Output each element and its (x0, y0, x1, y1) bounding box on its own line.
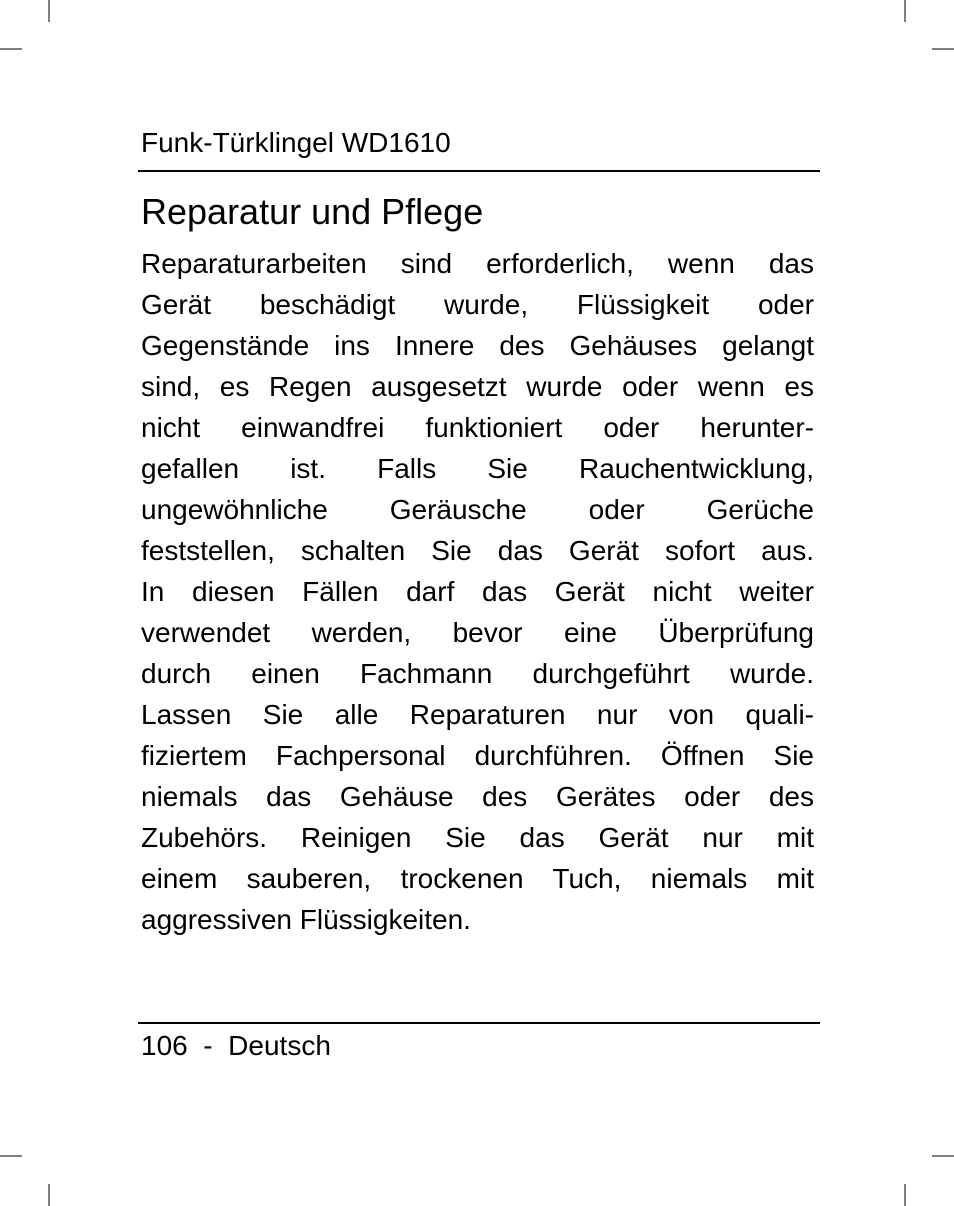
paragraph-line: In diesen Fällen darf das Gerät nicht weiter (141, 576, 814, 607)
footer-language: Deutsch (228, 1030, 331, 1061)
crop-mark-top-right-horizontal (932, 48, 954, 50)
paragraph-line: Reparaturarbeiten sind erforderlich, wenn das (141, 248, 814, 279)
section-heading: Reparatur und Pflege (141, 191, 484, 232)
running-header-title: Funk-Türklingel WD1610 (141, 127, 451, 158)
crop-mark-top-left-horizontal (0, 48, 22, 50)
crop-mark-top-left-vertical (48, 0, 50, 22)
paragraph-line: niemals das Gehäuse des Gerätes oder des (141, 781, 814, 812)
crop-mark-bottom-right-vertical (904, 1184, 906, 1206)
paragraph-line: durch einen Fachmann durchgeführt wurde. (141, 658, 814, 689)
page-footer (141, 1029, 331, 1063)
paragraph-line: aggressiven Flüssigkeiten. (141, 904, 471, 935)
page-number: 106 (141, 1030, 188, 1061)
body-paragraph (141, 243, 814, 940)
crop-mark-bottom-right-horizontal (932, 1155, 954, 1157)
paragraph-line: einem sauberen, trockenen Tuch, niemals mit (141, 863, 814, 894)
paragraph-line: Zubehörs. Reinigen Sie das Gerät nur mit (141, 822, 814, 853)
crop-mark-top-right-vertical (904, 0, 906, 22)
paragraph-line: verwendet werden, bevor eine Überprüfung (141, 617, 814, 648)
header-rule (138, 170, 820, 172)
paragraph-line: Gegenstände ins Innere des Gehäuses gelangt (141, 330, 814, 361)
paragraph-line: gefallen ist. Falls Sie Rauchentwicklung, (141, 453, 814, 484)
paragraph-line: feststellen, schalten Sie das Gerät sofort aus. (141, 535, 814, 566)
paragraph-line: Gerät beschädigt wurde, Flüssigkeit oder (141, 289, 814, 320)
paragraph-line: Lassen Sie alle Reparaturen nur von quali- (141, 699, 814, 730)
footer-rule (138, 1022, 820, 1024)
paragraph-line: fiziertem Fachpersonal durchführen. Öffnen Sie (141, 740, 814, 771)
paragraph-line: ungewöhnliche Geräusche oder Gerüche (141, 494, 814, 525)
footer-separator: - (203, 1030, 213, 1061)
crop-mark-bottom-left-vertical (48, 1184, 50, 1206)
paragraph-line: nicht einwandfrei funktioniert oder herunter- (141, 412, 814, 443)
crop-mark-bottom-left-horizontal (0, 1155, 22, 1157)
paragraph-line: sind, es Regen ausgesetzt wurde oder wenn es (141, 371, 814, 402)
